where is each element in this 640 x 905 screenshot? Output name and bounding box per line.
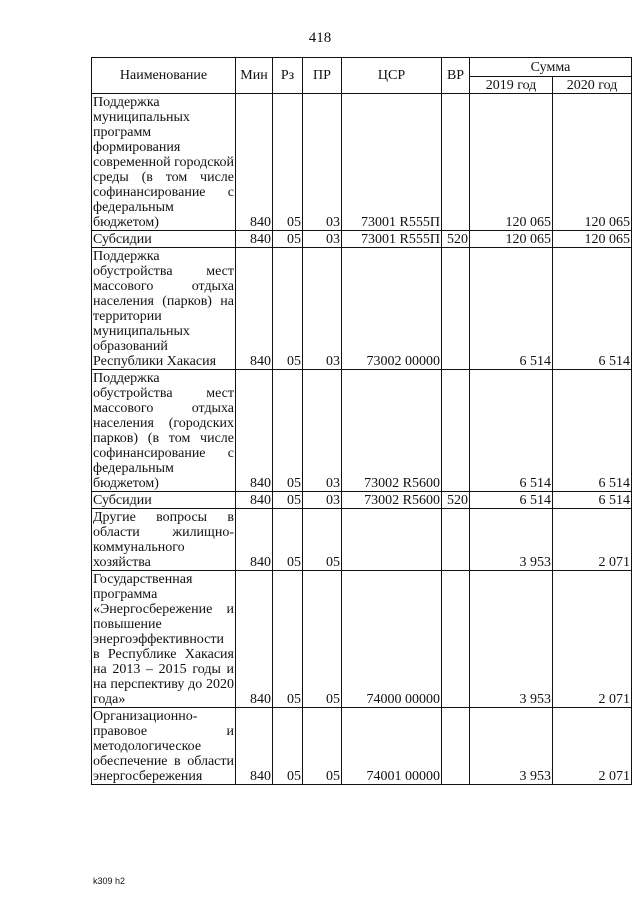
row-vr [442, 370, 470, 492]
row-vr [442, 248, 470, 370]
row-vr [442, 509, 470, 571]
row-rz: 05 [273, 94, 303, 231]
row-pr: 03 [303, 370, 342, 492]
row-csr: 73002 00000 [342, 248, 442, 370]
header-name: Наименование [92, 58, 236, 94]
row-sum-2019: 6 514 [470, 248, 553, 370]
row-sum-2019: 120 065 [470, 231, 553, 248]
header-csr: ЦСР [342, 58, 442, 94]
row-csr: 74000 00000 [342, 571, 442, 708]
row-min: 840 [236, 248, 273, 370]
table-row [92, 370, 632, 492]
row-vr [442, 94, 470, 231]
row-sum-2020: 120 065 [553, 231, 632, 248]
row-rz: 05 [273, 492, 303, 509]
row-name: Государственная программа «Энергосбережение и повышение энергоэффективности в Республике Хакасия на 2013 – 2015 годы и на перспективу до 2020 года» [93, 572, 234, 707]
header-pr: ПР [303, 58, 342, 94]
row-pr: 05 [303, 708, 342, 785]
row-sum-2019: 6 514 [470, 370, 553, 492]
row-pr: 03 [303, 231, 342, 248]
table-row [92, 509, 632, 571]
row-name: Субсидии [92, 492, 236, 509]
row-sum-2019: 6 514 [470, 492, 553, 509]
row-csr: 73002 R5600 [342, 370, 442, 492]
row-min: 840 [236, 370, 273, 492]
row-rz: 05 [273, 509, 303, 571]
header-year-2019: 2019 год [470, 77, 553, 94]
row-sum-2019: 3 953 [470, 708, 553, 785]
row-sum-2020: 2 071 [553, 509, 632, 571]
row-min: 840 [236, 492, 273, 509]
header-vr: ВР [442, 58, 470, 94]
header-rz: Рз [273, 58, 303, 94]
row-sum-2020: 2 071 [553, 571, 632, 708]
row-vr: 520 [442, 231, 470, 248]
row-name: Поддержка муниципальных программ формирования современной городской среды (в том числе софинансирование с федеральным бюджетом) [93, 95, 234, 230]
row-pr: 03 [303, 492, 342, 509]
header-year-2020: 2020 год [553, 77, 632, 94]
row-rz: 05 [273, 231, 303, 248]
row-vr: 520 [442, 492, 470, 509]
row-pr: 05 [303, 571, 342, 708]
table-row [92, 231, 632, 248]
row-csr: 74001 00000 [342, 708, 442, 785]
row-name: Организационно-правовое и методологическое обеспечение в области энергосбережения [93, 709, 234, 784]
row-min: 840 [236, 509, 273, 571]
row-min: 840 [236, 571, 273, 708]
row-name: Субсидии [92, 231, 236, 248]
row-pr: 05 [303, 509, 342, 571]
row-sum-2020: 6 514 [553, 492, 632, 509]
row-sum-2020: 6 514 [553, 248, 632, 370]
row-name: Другие вопросы в области жилищно-коммунального хозяйства [93, 510, 234, 570]
row-sum-2020: 2 071 [553, 708, 632, 785]
row-vr [442, 571, 470, 708]
table-row [92, 94, 632, 231]
row-name: Поддержка обустройства мест массового отдыха населения (городских парков) (в том числе софинансирование с федеральным бюджетом) [93, 371, 234, 491]
footer-code: k309 h2 [93, 876, 126, 886]
row-rz: 05 [273, 248, 303, 370]
table-row [92, 248, 632, 370]
row-sum-2019: 3 953 [470, 509, 553, 571]
row-name: Поддержка обустройства мест массового отдыха населения (парков) на территории муниципальных образований Республики Хакасия [93, 249, 234, 369]
row-min: 840 [236, 94, 273, 231]
row-pr: 03 [303, 94, 342, 231]
row-csr: 73001 R555П [342, 94, 442, 231]
row-vr [442, 708, 470, 785]
page-number: 418 [308, 30, 332, 46]
row-sum-2019: 120 065 [470, 94, 553, 231]
table-row [92, 708, 632, 785]
row-min: 840 [236, 231, 273, 248]
row-csr [342, 509, 442, 571]
table-row [92, 571, 632, 708]
header-sum: Сумма [470, 58, 632, 77]
table-row [92, 492, 632, 509]
row-rz: 05 [273, 708, 303, 785]
row-sum-2020: 120 065 [553, 94, 632, 231]
row-rz: 05 [273, 571, 303, 708]
header-min: Мин [236, 58, 273, 94]
row-csr: 73001 R555П [342, 231, 442, 248]
budget-table [91, 57, 632, 785]
row-rz: 05 [273, 370, 303, 492]
row-sum-2020: 6 514 [553, 370, 632, 492]
row-min: 840 [236, 708, 273, 785]
row-pr: 03 [303, 248, 342, 370]
row-csr: 73002 R5600 [342, 492, 442, 509]
row-sum-2019: 3 953 [470, 571, 553, 708]
